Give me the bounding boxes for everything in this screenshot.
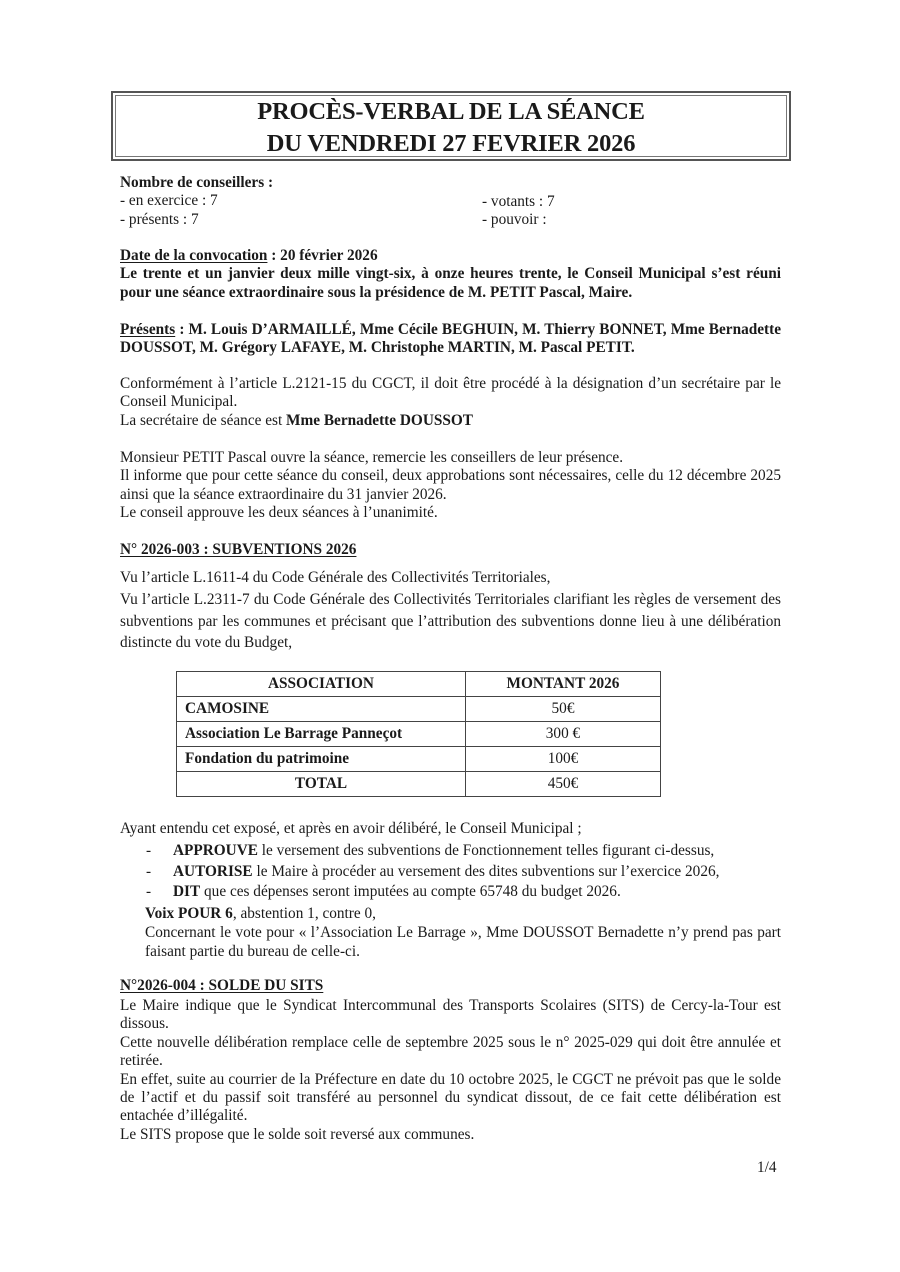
vote-rest: , abstention 1, contre 0, bbox=[232, 905, 376, 922]
total-amount: 450€ bbox=[466, 772, 661, 797]
section1-heading bbox=[120, 541, 781, 559]
sits-p2: Cette nouvelle délibération remplace celle de septembre 2025 sous le n° 2025-029 qui doit être annulée et retirée. bbox=[120, 1033, 781, 1070]
opening-line-3: Le conseil approuve les deux séances à l’unanimité. bbox=[120, 504, 438, 522]
presents-label: Présents bbox=[120, 321, 176, 338]
title-line-1: PROCÈS-VERBAL DE LA SÉANCE bbox=[257, 98, 645, 125]
vu-1: Vu l’article L.1611-4 du Code Générale des Collectivités Territoriales, bbox=[120, 569, 551, 586]
council-counts-right bbox=[482, 193, 555, 230]
presents-list: : M. Louis D’ARMAILLÉ, Mme Cécile BEGHUIN, M. Thierry BONNET, Mme Bernadette DOUSSOT, M. Grégory LAFAYE, M. Christophe MARTIN, M. Pascal PETIT. bbox=[120, 321, 781, 357]
vote-block bbox=[145, 904, 781, 961]
secretary-block bbox=[120, 375, 781, 430]
convocation-block bbox=[120, 247, 781, 302]
page-number: 1/4 bbox=[757, 1159, 777, 1176]
table-header-row bbox=[177, 672, 661, 697]
ayant-text: Ayant entendu cet exposé, et après en avoir délibéré, le Conseil Municipal ; bbox=[120, 820, 582, 837]
section2-body bbox=[120, 997, 781, 1144]
sits-p4: Le SITS propose que le solde soit reversé aux communes. bbox=[120, 1125, 475, 1143]
meeting-intro: Le trente et un janvier deux mille vingt-six, à onze heures trente, le Conseil Municipal s’est réuni pour une séance extraordinaire sous la présidence de M. PETIT Pascal, Maire. bbox=[120, 265, 781, 301]
secretary-text: Conformément à l’article L.2121-15 du CGCT, il doit être procédé à la désignation d’un secrétaire par le Conseil Municipal. bbox=[120, 375, 781, 411]
decisions-list bbox=[143, 841, 783, 903]
table-total-row bbox=[177, 772, 661, 797]
total-label: TOTAL bbox=[177, 772, 466, 797]
list-item: - DIT que ces dépenses seront imputées au compte 65748 du budget 2026. bbox=[146, 883, 621, 900]
association-name: CAMOSINE bbox=[177, 697, 466, 722]
sits-p1: Le Maire indique que le Syndicat Intercommunal des Transports Scolaires (SITS) de Cercy-la-Tour est dissous. bbox=[120, 997, 781, 1033]
count-pouvoir: - pouvoir : bbox=[482, 211, 547, 229]
table-row bbox=[177, 747, 661, 772]
table-row bbox=[177, 722, 661, 747]
opening-line-2: Il informe que pour cette séance du conseil, deux approbations sont nécessaires, celle du 12 décembre 2025 ainsi que la séance extraordinaire du 31 janvier 2026. bbox=[120, 467, 781, 503]
secretary-name: Mme Bernadette DOUSSOT bbox=[286, 411, 473, 429]
title-line-2: DU VENDREDI 27 FEVRIER 2026 bbox=[266, 130, 636, 157]
section1-heading-text: N° 2026-003 : SUBVENTIONS 2026 bbox=[120, 541, 357, 558]
vote-note: Concernant le vote pour « l’Association Le Barrage », Mme DOUSSOT Bernadette n’y prend pas part faisant partie du bureau de celle-ci. bbox=[145, 924, 781, 960]
convocation-label: Date de la convocation bbox=[120, 247, 268, 264]
section2-heading bbox=[120, 977, 781, 995]
association-name: Fondation du patrimoine bbox=[177, 747, 466, 772]
sits-p3: En effet, suite au courrier de la Préfecture en date du 10 octobre 2025, le CGCT ne prévoit pas que le solde de l’actif et du passif soit transféré au personnel du syndicat dissout, de ce fait cette délibération est entachée d’illégalité. bbox=[120, 1070, 781, 1125]
section1-considerations bbox=[120, 567, 781, 654]
header-association: ASSOCIATION bbox=[177, 672, 466, 697]
association-amount: 50€ bbox=[466, 697, 661, 722]
presents-block bbox=[120, 321, 781, 358]
count-en-exercice: - en exercice : 7 bbox=[120, 192, 218, 210]
title-box bbox=[111, 91, 791, 161]
association-name: Association Le Barrage Panneçot bbox=[177, 722, 466, 747]
section2-heading-text: N°2026-004 : SOLDE DU SITS bbox=[120, 977, 324, 994]
convocation-date: : 20 février 2026 bbox=[267, 247, 378, 264]
vote-pour: Voix POUR 6 bbox=[145, 905, 233, 922]
list-item: - AUTORISE le Maire à procéder au versement des dites subventions sur l’exercice 2026, bbox=[146, 862, 720, 880]
secretary-prefix: La secrétaire de séance est bbox=[120, 411, 287, 429]
header-montant: MONTANT 2026 bbox=[466, 672, 661, 697]
table-row bbox=[177, 697, 661, 722]
council-counts bbox=[120, 174, 781, 229]
subventions-table bbox=[176, 671, 661, 797]
count-presents: - présents : 7 bbox=[120, 210, 199, 228]
vu-2: Vu l’article L.2311-7 du Code Générale des Collectivités Territoriales clarifiant les règles de versement des subventions par les communes et précisant que l’attribution des subventions donne lieu à une délibération distincte du vote du Budget, bbox=[120, 590, 781, 652]
opening-block bbox=[120, 449, 781, 523]
association-amount: 100€ bbox=[466, 747, 661, 772]
association-amount: 300 € bbox=[466, 722, 661, 747]
count-votants: - votants : 7 bbox=[482, 193, 555, 210]
opening-line-1: Monsieur PETIT Pascal ouvre la séance, remercie les conseillers de leur présence. bbox=[120, 449, 624, 466]
counts-heading: Nombre de conseillers : bbox=[120, 174, 274, 191]
list-item: - APPROUVE le versement des subventions de Fonctionnement telles figurant ci-dessus, bbox=[146, 842, 715, 859]
